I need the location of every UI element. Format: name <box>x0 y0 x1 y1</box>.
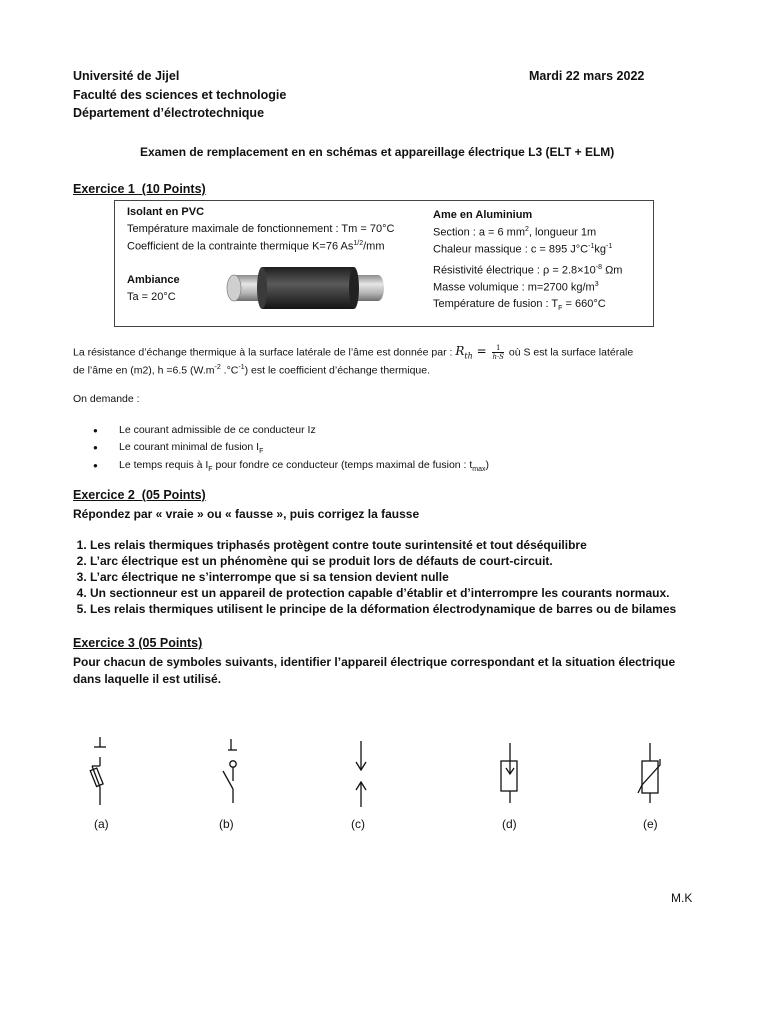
question-temps <box>119 459 489 473</box>
statement-5: 5. Les relais thermiques utilisent le principe de la déformation électrodynamique de barres ou de bilames <box>90 601 676 617</box>
ame-resist-unit: Ωm <box>602 264 623 277</box>
ex1-paragraph-line1 <box>73 344 633 364</box>
isolant-coef-text: Coefficient de la contrainte thermique K=76 As <box>127 240 354 253</box>
label-e: (e) <box>643 817 658 831</box>
question-if-text: Le courant minimal de fusion I <box>119 441 260 453</box>
ame-chaleur-text: Chaleur massique : c = 895 J°C <box>433 243 589 256</box>
symbol-a <box>90 737 106 805</box>
ex1-para1-text: La résistance d’échange thermique à la surface latérale de l’âme est donnée par : <box>73 346 453 359</box>
ex1-para2-sup2: -1 <box>238 364 245 371</box>
ame-chaleur-mid: kg <box>594 243 606 256</box>
label-a: (a) <box>94 817 109 831</box>
isolant-coef-sup: 1/2 <box>353 240 364 247</box>
question-if <box>119 441 263 455</box>
statement-4: 4. Un sectionneur est un appareil de protection capable d’établir et d’interrompre les courants normaux. <box>90 585 676 601</box>
label-c: (c) <box>351 817 365 831</box>
department-name: Département d’électrotechnique <box>73 106 265 120</box>
ame-section-sup: 2 <box>525 226 529 233</box>
symbol-d <box>501 743 517 803</box>
ame-chaleur <box>433 243 612 256</box>
ame-masse <box>433 281 599 294</box>
ex2-statements <box>73 537 676 617</box>
ame-section-text: Section : a = 6 mm <box>433 226 526 239</box>
label-b: (b) <box>219 817 234 831</box>
ame-fusion-text: Température de fusion : T <box>433 298 559 310</box>
isolant-title: Isolant en PVC <box>127 206 205 218</box>
ame-section <box>433 226 596 239</box>
question-iz <box>119 424 316 436</box>
ame-fusion-sub: F <box>558 305 563 313</box>
ex1-para2-end: ) est le coefficient d’échange thermique. <box>244 364 431 377</box>
question-iz-text: Le courant admissible de ce conducteur Iz <box>119 424 316 436</box>
statement-2: 2. L’arc électrique est un phénomène qui se produit lors de défauts de court-circuit. <box>90 553 676 569</box>
ame-chaleur-sup1: -1 <box>588 243 595 250</box>
question-if-sub: F <box>259 448 264 456</box>
ex1-para2-mid: .°C <box>220 364 239 377</box>
ame-fusion-rest: = 660°C <box>562 298 606 310</box>
isolant-coef-unit: /mm <box>363 240 385 253</box>
question-temps-sub: F <box>208 466 213 474</box>
rth-eq: = <box>472 344 491 359</box>
statement-1: 1. Les relais thermiques triphasés protègent contre toute surintensité et tout déséquilibre <box>90 537 676 553</box>
symbol-b <box>223 739 237 803</box>
question-temps-rest: pour fondre ce conducteur (temps maximal de fusion : t <box>212 459 473 471</box>
rth-den: h·S <box>492 353 504 361</box>
statement-3: 3. L’arc électrique ne s’interrompe que si sa tension devient nulle <box>90 569 676 585</box>
ex3-instruction-1: Pour chacun de symboles suivants, identifier l’appareil électrique correspondant et la situation électrique <box>73 655 676 669</box>
ex3-heading: Exercice 3 (05 Points) <box>73 636 203 650</box>
ame-section-rest: , longueur 1m <box>528 226 597 239</box>
ex2-instruction: Répondez par « vraie » ou « fausse », puis corrigez la fausse <box>73 507 420 521</box>
ambiance-ta: Ta = 20°C <box>127 291 176 303</box>
exam-title: Examen de remplacement en en schémas et appareillage électrique L3 (ELT + ELM) <box>140 145 615 159</box>
university-name: Université de Jijel <box>73 69 180 83</box>
electrical-symbols <box>60 735 720 815</box>
ex3-instruction-2: dans laquelle il est utilisé. <box>73 672 222 686</box>
exam-date: Mardi 22 mars 2022 <box>529 69 645 83</box>
rth-fraction <box>492 344 504 361</box>
rth-num: 1 <box>492 344 504 353</box>
ame-resist-text: Résistivité électrique : ρ = 2.8×10 <box>433 264 596 277</box>
ex1-para1-end: où S est la surface latérale <box>505 346 634 359</box>
symbol-e <box>638 743 660 803</box>
ambiance-title: Ambiance <box>127 274 180 286</box>
isolant-temp: Température maximale de fonctionnement : Tm = 70°C <box>127 223 395 235</box>
ame-chaleur-sup2: -1 <box>605 243 613 250</box>
ex1-para2-text: de l’âme en (m2), h =6.5 (W.m <box>73 364 215 377</box>
ex1-para2-sup1: -2 <box>214 364 221 371</box>
ame-resistivite <box>433 264 622 277</box>
rth-sub: th <box>464 351 473 361</box>
rth-symbol: R <box>455 344 465 359</box>
question-temps-sub2: max <box>472 466 486 474</box>
cable-illustration <box>226 263 384 311</box>
label-d: (d) <box>502 817 517 831</box>
symbol-c <box>356 741 366 807</box>
ame-resist-sup: -8 <box>595 264 603 271</box>
ex2-heading: Exercice 2 (05 Points) <box>73 488 206 502</box>
ex1-paragraph-line2 <box>73 364 430 377</box>
question-temps-end: ) <box>485 459 490 471</box>
ame-fusion <box>433 298 606 312</box>
faculty-name: Faculté des sciences et technologie <box>73 87 287 102</box>
isolant-coef <box>127 240 384 253</box>
question-temps-text: Le temps requis à I <box>119 459 209 471</box>
ame-title: Ame en Aluminium <box>433 209 533 221</box>
ame-masse-text: Masse volumique : m=2700 kg/m <box>433 281 595 294</box>
signature: M.K <box>671 891 693 905</box>
on-demande: On demande : <box>73 393 140 405</box>
ex1-heading: Exercice 1 (10 Points) <box>73 182 206 196</box>
ame-masse-sup: 3 <box>594 281 599 288</box>
rth-formula <box>455 344 491 361</box>
